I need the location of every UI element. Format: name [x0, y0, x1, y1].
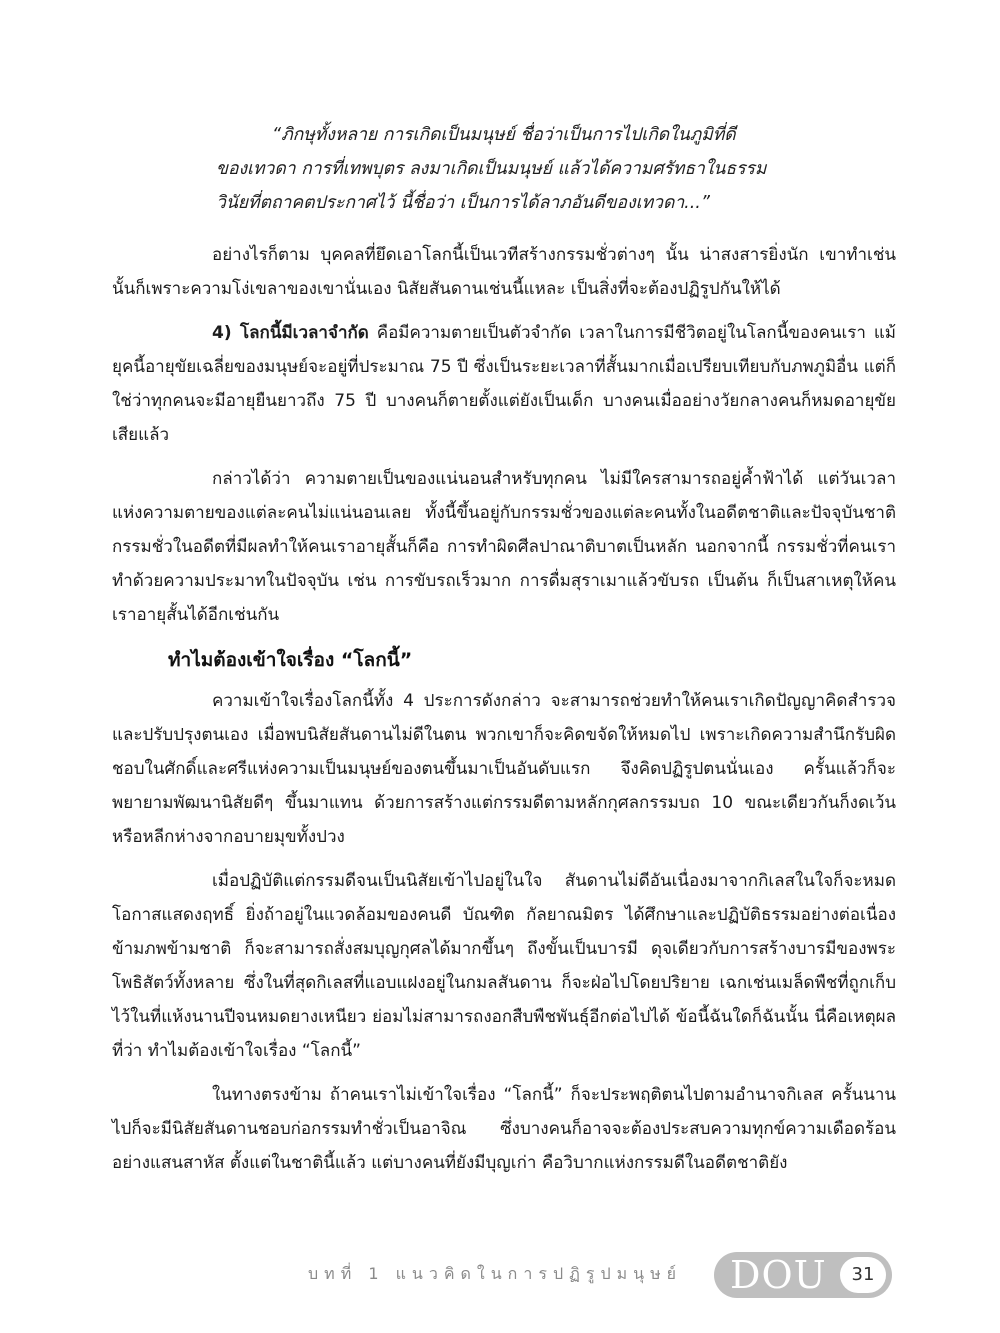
- paragraph-3: กล่าวได้ว่า ความตายเป็นของแน่นอนสำหรับทุกคน ไม่มีใครสามารถอยู่ค้ำฟ้าได้ แต่วันเวลาแห่งความตายของแต่ละคนไม่แน่นอนเลย ทั้งนี้ขึ้นอยู่กับกรรมชั่วของแต่ละคนทั้งในอดีตชาติและปัจจุบันชาติ กรรมชั่วในอดีตที่มีผลทำให้คนเราอายุสั้นก็คือ การทำผิดศีลปาณาติบาตเป็นหลัก นอกจากนี้ กรรมชั่วที่คนเราทำด้วยความประมาทในปัจจุบัน เช่น การขับรถเร็วมาก การดื่มสุราเมาแล้วขับรถ เป็นต้น ก็เป็นสาเหตุให้คนเราอายุสั้นได้อีกเช่นกัน: [112, 469, 896, 625]
- chapter-title: บทที่ 1 แนวคิดในการปฏิรูปมนุษย์: [308, 1264, 682, 1283]
- paragraph-2: [112, 316, 896, 452]
- page-footer: [0, 1250, 1000, 1300]
- paragraph-4: ความเข้าใจเรื่องโลกนี้ทั้ง 4 ประการดังกล่าว จะสามารถช่วยทำให้คนเราเกิดปัญญาคิดสำรวจและปรับปรุงตนเอง เมื่อพบนิสัยสันดานไม่ดีในตน พวกเขาก็จะคิดขจัดให้หมดไป เพราะเกิดความสำนึกรับผิดชอบในศักดิ์และศรีแห่งความเป็นมนุษย์ของตนขึ้นมาเป็นอันดับแรก จึงคิดปฏิรูปตนนั่นเอง ครั้นแล้วก็จะพยายามพัฒนานิสัยดีๆ ขึ้นมาแทน ด้วยการสร้างแต่กรรมดีตามหลักกุศลกรรมบถ 10 ขณะเดียวกันก็งดเว้น หรือหลีกห่างจากอบายมุขทั้งปวง: [112, 691, 896, 847]
- dou-logo: DOU: [730, 1253, 827, 1297]
- quote-line-2: ของเทวดา การที่เทพบุตร ลงมาเกิดเป็นมนุษย์ แล้วได้ความศรัทธาในธรรม: [216, 159, 767, 179]
- scripture-quote: [112, 118, 896, 220]
- quote-line-3: วินัยที่ตถาคตประกาศไว้ นี้ชื่อว่า เป็นการได้ลาภอันดีของเทวดา...”: [216, 193, 710, 213]
- quote-line-1: “ภิกษุทั้งหลาย การเกิดเป็นมนุษย์ ชื่อว่าเป็นการไปเกิดในภูมิที่ดี: [272, 125, 736, 145]
- section-heading: ทำไมต้องเข้าใจเรื่อง “โลกนี้”: [168, 649, 413, 671]
- paragraph-2-bold-lead: 4) โลกนี้มีเวลาจำกัด: [212, 323, 369, 343]
- paragraph-1: อย่างไรก็ตาม บุคคลที่ยึดเอาโลกนี้เป็นเวทีสร้างกรรมชั่วต่างๆ นั้น น่าสงสารยิ่งนัก เขาทำเช่นนั้นก็เพราะความโง่เขลาของเขานั่นเอง นิสัยสันดานเช่นนี้แหละ เป็นสิ่งที่จะต้องปฏิรูปกันให้ได้: [112, 245, 896, 299]
- paragraph-6: ในทางตรงข้าม ถ้าคนเราไม่เข้าใจเรื่อง “โลกนี้” ก็จะประพฤติตนไปตามอำนาจกิเลส ครั้นนานไปก็จะมีนิสัยสันดานชอบก่อกรรมทำชั่วเป็นอาจิณ ซึ่งบางคนก็อาจจะต้องประสบความทุกข์ความเดือดร้อนอย่างแสนสาหัส ตั้งแต่ในชาตินี้แล้ว แต่บางคนที่ยังมีบุญเก่า คือวิบากแห่งกรรมดีในอดีตชาติยัง: [112, 1085, 896, 1173]
- paragraph-5: เมื่อปฏิบัติแต่กรรมดีจนเป็นนิสัยเข้าไปอยู่ในใจ สันดานไม่ดีอันเนื่องมาจากกิเลสในใจก็จะหมดโอกาสแสดงฤทธิ์ ยิ่งถ้าอยู่ในแวดล้อมของคนดี บัณฑิต กัลยาณมิตร ได้ศึกษาและปฏิบัติธรรมอย่างต่อเนื่องข้ามภพข้ามชาติ ก็จะสามารถสั่งสมบุญกุศลได้มากขึ้นๆ ถึงขั้นเป็นบารมี ดุจเดียวกับการสร้างบารมีของพระโพธิสัตว์ทั้งหลาย ซึ่งในที่สุดกิเลสที่แอบแฝงอยู่ในกมลสันดาน ก็จะฝ่อไปโดยปริยาย เฉกเช่นเมล็ดพืชที่ถูกเก็บไว้ในที่แห้งนานปีจนหมดยางเหนียว ย่อมไม่สามารถงอกสืบพืชพันธุ์อีกต่อไปได้ ข้อนี้ฉันใดก็ฉันนั้น นี่คือเหตุผลที่ว่า ทำไมต้องเข้าใจเรื่อง “โลกนี้”: [112, 871, 896, 1061]
- page-content: [112, 118, 896, 1190]
- paragraph-2-text: คือมีความตายเป็นตัวจำกัด เวลาในการมีชีวิตอยู่ในโลกนี้ของคนเรา แม้ยุคนี้อายุขัยเฉลี่ยของมนุษย์จะอยู่ที่ประมาณ 75 ปี ซึ่งเป็นระยะเวลาที่สั้นมากเมื่อเปรียบเทียบกับภพภูมิอื่น แต่ก็ใช่ว่าทุกคนจะมีอายุยืนยาวถึง 75 ปี บางคนก็ตายตั้งแต่ยังเป็นเด็ก บางคนเมื่ออย่างวัยกลางคนก็หมดอายุขัยเสียแล้ว: [112, 323, 896, 445]
- dou-badge: [714, 1252, 892, 1298]
- page-number: 31: [840, 1257, 886, 1293]
